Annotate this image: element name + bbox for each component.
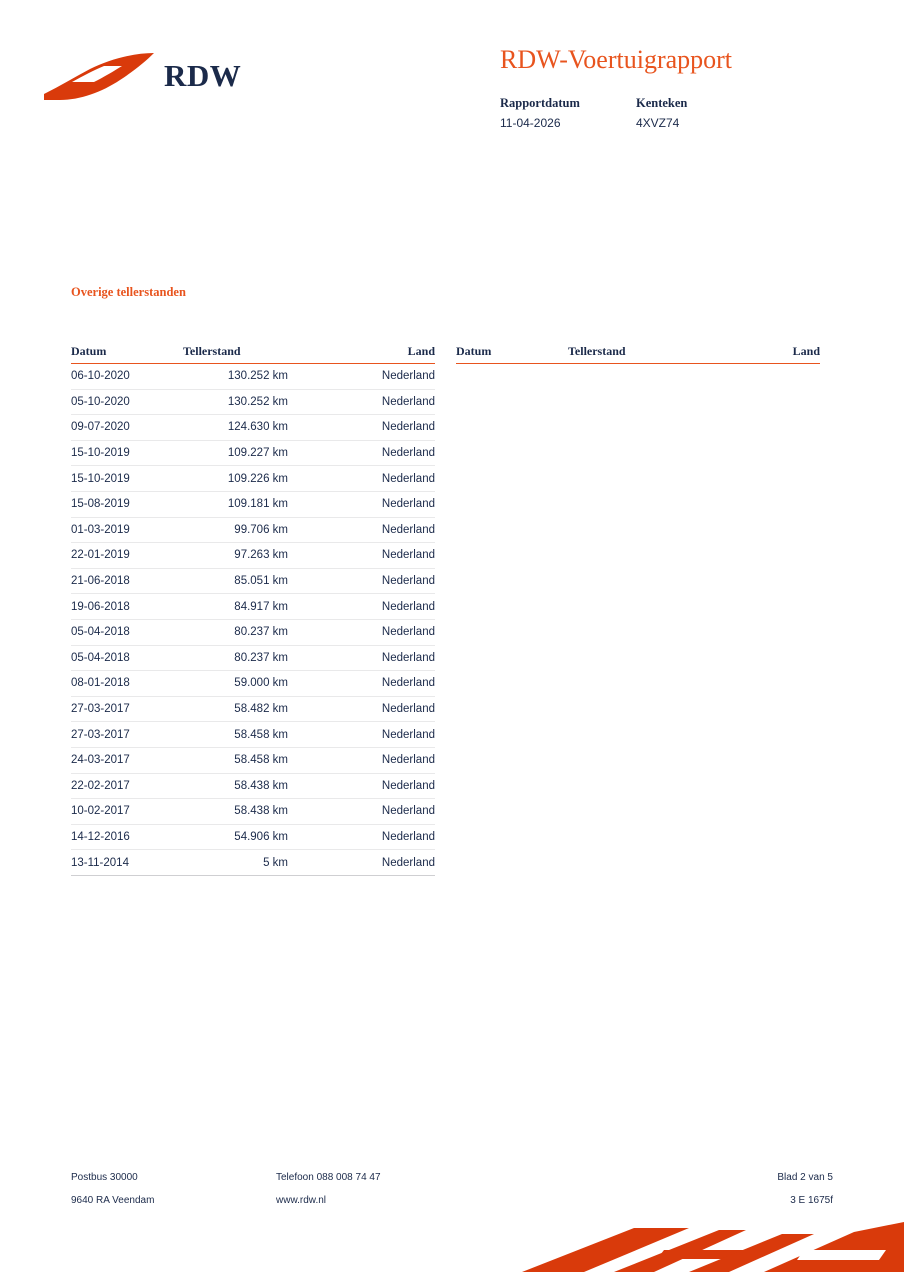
table-row <box>71 518 435 544</box>
table-row <box>71 415 435 441</box>
table-row <box>71 466 435 492</box>
cell-tellerstand: 124.630 km <box>227 421 288 434</box>
cell-land: Nederland <box>381 575 435 588</box>
table-row <box>71 364 435 390</box>
table-row <box>71 441 435 467</box>
table-overige-tellerstanden-left <box>71 344 435 876</box>
cell-tellerstand: 54.906 km <box>234 830 288 843</box>
cell-tellerstand: 109.227 km <box>227 447 288 460</box>
cell-land: Nederland <box>381 754 435 767</box>
cell-tellerstand: 80.237 km <box>234 626 288 639</box>
meta-label-rapportdatum: Rapportdatum <box>500 96 580 110</box>
table-row <box>71 697 435 723</box>
cell-datum: 09-07-2020 <box>71 421 130 434</box>
table-row <box>71 543 435 569</box>
table-row <box>71 748 435 774</box>
cell-datum: 15-08-2019 <box>71 498 130 511</box>
table-body <box>71 364 435 876</box>
logo-wordmark: RDW <box>164 58 242 93</box>
cell-tellerstand: 58.438 km <box>234 779 288 792</box>
cell-datum: 05-04-2018 <box>71 651 130 664</box>
cell-land: Nederland <box>381 626 435 639</box>
cell-datum: 27-03-2017 <box>71 703 130 716</box>
column-header-land: Land <box>407 344 435 358</box>
cell-datum: 14-12-2016 <box>71 830 130 843</box>
column-header-tellerstand: Tellerstand <box>568 344 626 358</box>
cell-tellerstand: 84.917 km <box>234 600 288 613</box>
cell-tellerstand: 58.458 km <box>234 728 288 741</box>
cell-tellerstand: 58.458 km <box>234 754 288 767</box>
cell-datum: 22-02-2017 <box>71 779 130 792</box>
cell-datum: 08-01-2018 <box>71 677 130 690</box>
column-header-land: Land <box>792 344 820 358</box>
cell-land: Nederland <box>381 651 435 664</box>
meta-label-kenteken-col <box>636 96 772 130</box>
table-row <box>71 569 435 595</box>
cell-tellerstand: 85.051 km <box>234 575 288 588</box>
cell-tellerstand: 130.252 km <box>227 395 288 408</box>
cell-tellerstand: 5 km <box>263 856 288 869</box>
cell-land: Nederland <box>381 856 435 869</box>
table-header-row <box>456 344 820 364</box>
cell-tellerstand: 58.482 km <box>234 703 288 716</box>
section-title-overige-tellerstanden: Overige tellerstanden <box>71 285 186 299</box>
cell-tellerstand: 58.438 km <box>234 805 288 818</box>
cell-land: Nederland <box>381 498 435 511</box>
cell-tellerstand: 109.181 km <box>227 498 288 511</box>
meta-label-rapportdatum-col <box>500 96 636 130</box>
cell-land: Nederland <box>381 703 435 716</box>
cell-land: Nederland <box>381 830 435 843</box>
meta-labels-row <box>500 96 772 130</box>
column-header-datum: Datum <box>71 344 107 358</box>
cell-land: Nederland <box>381 395 435 408</box>
cell-land: Nederland <box>381 600 435 613</box>
cell-datum: 15-10-2019 <box>71 447 130 460</box>
cell-tellerstand: 130.252 km <box>227 370 288 383</box>
cell-datum: 10-02-2017 <box>71 805 130 818</box>
footer-address-line2: 9640 RA Veendam <box>71 1195 155 1206</box>
table-row <box>71 799 435 825</box>
cell-tellerstand: 109.226 km <box>227 472 288 485</box>
report-meta <box>500 96 772 130</box>
footer-doc-code: 3 E 1675f <box>790 1195 833 1206</box>
cell-datum: 15-10-2019 <box>71 472 130 485</box>
table-row <box>71 646 435 672</box>
page-title: RDW-Voertuigrapport <box>500 45 733 74</box>
footer-contact-line1: Telefoon 088 008 74 47 <box>276 1172 381 1183</box>
cell-land: Nederland <box>381 370 435 383</box>
cell-datum: 05-04-2018 <box>71 626 130 639</box>
cell-datum: 19-06-2018 <box>71 600 130 613</box>
cell-land: Nederland <box>381 421 435 434</box>
cell-land: Nederland <box>381 677 435 690</box>
meta-label-kenteken: Kenteken <box>636 96 688 110</box>
cell-tellerstand: 80.237 km <box>234 651 288 664</box>
cell-land: Nederland <box>381 728 435 741</box>
cell-land: Nederland <box>381 779 435 792</box>
column-header-tellerstand: Tellerstand <box>183 344 241 358</box>
table-row <box>71 825 435 851</box>
cell-datum: 01-03-2019 <box>71 523 130 536</box>
table-row <box>71 620 435 646</box>
cell-land: Nederland <box>381 549 435 562</box>
cell-datum: 24-03-2017 <box>71 754 130 767</box>
cell-land: Nederland <box>381 447 435 460</box>
cell-datum: 13-11-2014 <box>71 856 129 869</box>
cell-tellerstand: 59.000 km <box>234 677 288 690</box>
meta-value-kenteken: 4XVZ74 <box>636 116 680 130</box>
meta-value-rapportdatum: 11-04-2026 <box>500 116 561 130</box>
cell-land: Nederland <box>381 472 435 485</box>
cell-tellerstand: 99.706 km <box>234 523 288 536</box>
table-row <box>71 774 435 800</box>
footer-row-2 <box>71 1189 833 1212</box>
table-overige-tellerstanden-right <box>456 344 820 364</box>
cell-datum: 06-10-2020 <box>71 370 130 383</box>
cell-tellerstand: 97.263 km <box>234 549 288 562</box>
footer-address-line1: Postbus 30000 <box>71 1172 138 1183</box>
cell-datum: 22-01-2019 <box>71 549 130 562</box>
table-header-row <box>71 344 435 364</box>
cell-land: Nederland <box>381 523 435 536</box>
table-row <box>71 594 435 620</box>
page-footer <box>71 1166 833 1212</box>
table-row <box>71 850 435 876</box>
table-row <box>71 671 435 697</box>
table-row <box>71 390 435 416</box>
footer-row-1 <box>71 1166 833 1189</box>
rdw-logo <box>42 32 257 102</box>
rdw-swoosh-logo-icon <box>42 50 157 102</box>
column-header-datum: Datum <box>456 344 492 358</box>
cell-land: Nederland <box>381 805 435 818</box>
table-row <box>71 722 435 748</box>
footer-page-info: Blad 2 van 5 <box>777 1172 833 1183</box>
footer-contact-line2: www.rdw.nl <box>276 1195 327 1206</box>
cell-datum: 21-06-2018 <box>71 575 130 588</box>
table-row <box>71 492 435 518</box>
cell-datum: 05-10-2020 <box>71 395 130 408</box>
rdw-bottom-graphic-icon <box>514 1210 904 1280</box>
cell-datum: 27-03-2017 <box>71 728 130 741</box>
